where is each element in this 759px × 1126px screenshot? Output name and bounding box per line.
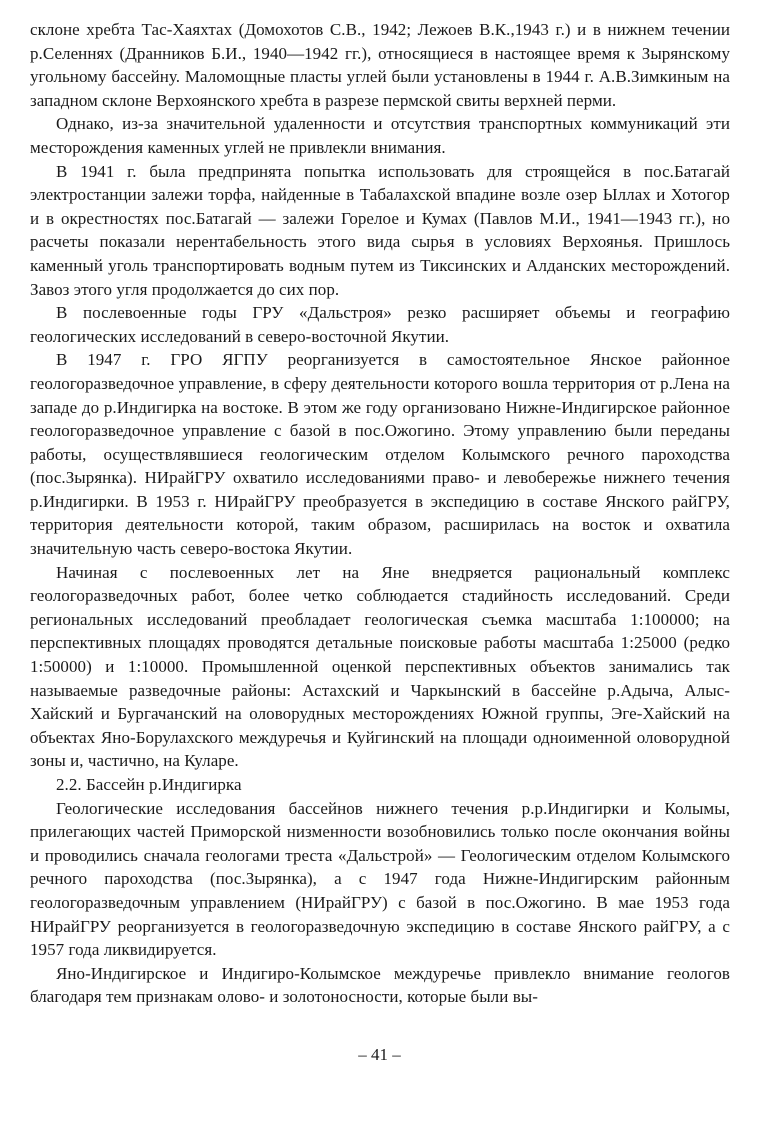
paragraph: Начиная с послевоенных лет на Яне внедряется рациональный комплекс геологоразведочных работ, более четко соблюдается стадийность исследований. Среди региональных исследований преобладает геологическая съемка масштаба 1:100000; на перспективных площадях проводятся детальные поисковые работы масштаба 1:25000 (редко 1:50000) и 1:10000. Промышленной оценкой перспективных объектов занимались так называемые разведочные районы: Астахский и Чаркынский в бассейне р.Адыча, Алыс-Хайский и Бургачанский на оловорудных месторождениях Южной группы, Эге-Хайский на объектах Яно-Борулахского междуречья и Куйгинский на площади одноименной оловорудной зоны и, частично, на Куларе. — [30, 562, 730, 771]
paragraph: В послевоенные годы ГРУ «Дальстроя» резко расширяет объемы и географию геологических исследований в северо-восточной Якутии. — [30, 303, 730, 346]
paragraph: В 1947 г. ГРО ЯГПУ реорганизуется в самостоятельное Янское районное геологоразведочное управление, в сферу деятельности которого вошла территория от р.Лена на западе до р.Индигирка на востоке. В этом же году организовано Нижне-Индигирское районное геологоразведочное управление с базой в пос.Ожогино. Этому управлению были переданы работы, осуществлявшиеся геологическим отделом Колымского речного пароходства (пос.Зырянка). НИрайГРУ охватило исследованиями право- и левобережье нижнего течения р.Индигирки. В 1953 г. НИрайГРУ преобразуется в экспедицию в составе Янского райГРУ, территория деятельности которой, таким образом, расширилась на восток и охватила значительную часть северо-востока Якутии. — [30, 350, 730, 559]
paragraph-continuation: склоне хребта Тас-Хаяхтах (Домохотов С.В., 1942; Лежоев В.К.,1943 г.) и в нижнем течении р.Селеннях (Дранников Б.И., 1940—1942 гг.), относящиеся в настоящее время к Зырянскому угольному бассейну. Маломощные пласты углей были установлены в 1944 г. А.В.Зимкиным на западном склоне Верхоянского хребта в разрезе пермской свиты верхней перми. — [30, 20, 730, 110]
paragraph: Яно-Индигирское и Индигиро-Колымское междуречье привлекло внимание геологов благодаря тем признакам олово- и золотоносности, которые были вы- — [30, 963, 730, 1007]
paragraph: Однако, из-за значительной удаленности и отсутствия транспортных коммуникаций эти месторождения каменных углей не привлекли внимания. — [30, 114, 730, 157]
paragraph: В 1941 г. была предпринята попытка использовать для строящейся в пос.Батагай электростанции залежи торфа, найденные в Табалахской впадине возле озер Ыллах и Хотогор и в окрестностях пос.Батагай — залежи Горелое и Кумах (Павлов М.И., 1941—1943 гг.), но расчеты показали нерентабельность этого вида сырья в условиях Верхоянья. Пришлось каменный уголь транспортировать водным путем из Тиксинских и Алданских месторождений. Завоз этого угля продолжается до сих пор. — [30, 161, 730, 299]
paragraph: Геологические исследования бассейнов нижнего течения р.р.Индигирки и Колымы, прилегающих частей Приморской низменности возобновились только после окончания войны и проводились сначала геологами треста «Дальстрой» — Геологическим отделом Колымского речного пароходства (пос.Зырянка), а с 1947 года Нижне-Индигирским районным геологоразведочным управлением (НИрайГРУ) с базой в пос.Ожогино. В мае 1953 года НИрайГРУ реорганизуется в геологоразведочную экспедицию в составе Янского райГРУ, а с 1957 года ликвидируется. — [30, 798, 730, 960]
section-heading: 2.2. Бассейн р.Индигирка — [56, 775, 242, 794]
body-text — [30, 18, 730, 1009]
page-number: – 41 – — [358, 1045, 401, 1064]
